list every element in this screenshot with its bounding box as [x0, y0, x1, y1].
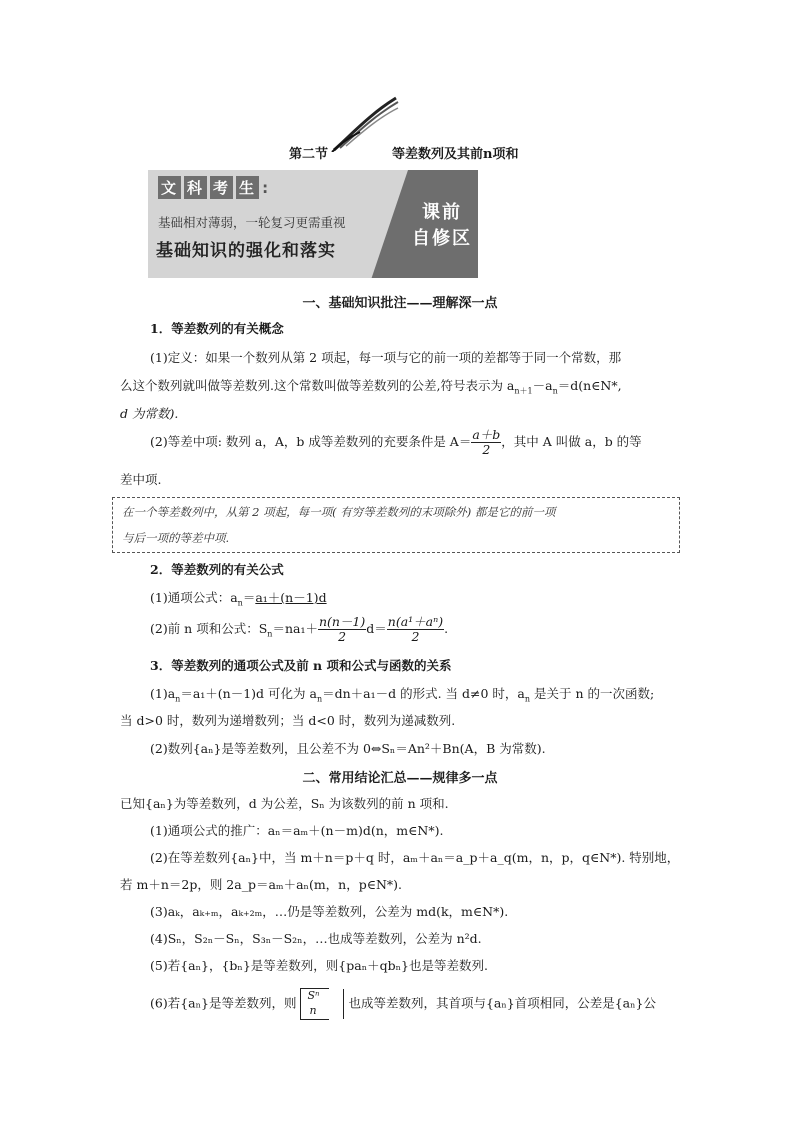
conclusion-line: 若 m＋n＝2p，则 2a_p＝aₘ＋aₙ(m，n，p∈N*). [120, 877, 403, 892]
formula-line: (1)通项公式：$a_n=a_1+(n-1)d$ [150, 590, 327, 608]
banner-tag-colon: : [262, 179, 271, 197]
banner-tag-char: 科 [184, 176, 207, 199]
banner-tag [158, 176, 270, 199]
section-number: 第二节 [289, 147, 329, 162]
annotation-line: 与后一项的等差中项. [122, 531, 230, 545]
formula-text: a₁＋(n－1)d [255, 590, 327, 605]
fraction-denominator: 2 [411, 629, 420, 644]
study-banner [148, 170, 478, 278]
relation-line: $(1)a_n=a_1+(n-1)d$ 可化为 $a_n=dn+a_1-d$ 的形式. 当 d≠0 时，$a_n$ 是关于 n 的一次函数; [150, 686, 655, 704]
annotation-line: 在一个等差数列中，从第 2 项起，每一项( 有穷等差数列的末项除外) 都是它的前一项 [122, 505, 556, 519]
banner-side-label [410, 200, 474, 252]
part1-heading: 一、基础知识批注——理解深一点 [302, 296, 498, 311]
s1-heading: 1．等差数列的有关概念 [150, 321, 284, 336]
formula-text: ＝ [242, 590, 256, 605]
middle-term-text: ，其中 A 叫做 a，b 的等 [501, 434, 642, 449]
definition-line: 么这个数列就叫做等差数列.这个常数叫做等差数列的公差,符号表示为 $a_{n+1}-a_n=d(n\in N*$, [120, 378, 622, 396]
banner-tag-char: 考 [210, 176, 233, 199]
middle-term-line: 差中项. [120, 472, 162, 487]
conclusion-line: (3)aₖ，aₖ₊ₘ，aₖ₊₂ₘ，…仍是等差数列，公差为 md(k，m∈N*). [150, 904, 509, 919]
fraction-numerator: n(a¹＋aⁿ) [387, 614, 444, 629]
bracket-bottom: n [309, 1004, 317, 1017]
fraction-denominator: 2 [482, 442, 491, 457]
page-title [289, 143, 589, 163]
fraction-denominator: 2 [338, 629, 347, 644]
conclusion-line: (1)通项公式的推广：aₙ＝aₘ＋(n－m)d(n，m∈N*). [150, 823, 444, 838]
banner-tag-char: 生 [236, 176, 259, 199]
formula-text: (2)前 n 项和公式：S [150, 621, 268, 636]
relation-text: ＝dn＋a₁－d 的形式. 当 d≠0 时，a [322, 686, 525, 701]
middle-term-text: (2)等差中项: 数列 a，A，b 成等差数列的充要条件是 A＝ [150, 434, 472, 449]
relation-line: 当 d>0 时，数列为递增数列；当 d<0 时，数列为递减数列. [120, 713, 456, 728]
fraction-numerator: a＋b [472, 427, 501, 442]
formula-line: (2)前 n 项和公式：$S_n=na_1+$ $\frac{n(n-1)}{2}$ d＝ $\frac{\text{n(a¹＋aⁿ)}}{2}$ . [150, 614, 449, 644]
sequence-bracket [300, 988, 329, 1020]
definition-text: 么这个数列就叫做等差数列.这个常数叫做等差数列的公差,符号表示为 a [120, 378, 515, 393]
banner-side-line: 自修区 [412, 228, 472, 249]
definition-line: (1)定义：如果一个数列从第 2 项起，每一项与它的前一项的差都等于同一个常数，那 [150, 350, 622, 365]
relation-line: (2)数列{aₙ}是等差数列，且公差不为 0⇔Sₙ＝An²＋Bn(A，B 为常数). [150, 741, 546, 756]
conclusion-line: 已知{aₙ}为等差数列，d 为公差，Sₙ 为该数列的前 n 项和. [120, 796, 449, 811]
fraction [318, 615, 366, 644]
part3-heading: 二、常用结论汇总——规律多一点 [302, 771, 498, 786]
formula-text: d＝ [366, 621, 387, 636]
conclusion-text: (6)若{aₙ}是等差数列，则 [150, 995, 297, 1011]
definition-line: d 为常数). [120, 406, 179, 421]
fraction [387, 615, 444, 644]
conclusion-text: 也成等差数列，其首项与{aₙ}首项相同，公差是{aₙ}公 [348, 995, 656, 1011]
conclusion-line: (5)若{aₙ}，{bₙ}是等差数列，则{paₙ＋qbₙ}也是等差数列. [150, 958, 488, 973]
banner-main-text: 基础知识的强化和落实 [156, 241, 336, 261]
banner-tag-char: 文 [158, 176, 181, 199]
conclusion-line [150, 988, 656, 1020]
relation-text: (1)a [150, 686, 176, 701]
formula-text: (1)通项公式：a [150, 590, 238, 605]
relation-text: 是关于 n 的一次函数; [534, 686, 655, 701]
conclusion-line: (4)Sₙ，S₂ₙ－Sₙ，S₃ₙ－S₂ₙ，…也成等差数列，公差为 n²d. [150, 931, 482, 946]
fraction [471, 428, 501, 457]
banner-side-line: 课前 [422, 202, 462, 223]
banner-subtitle: 基础相对薄弱，一轮复习更需重视 [158, 215, 346, 230]
fraction-numerator: n(n－1) [318, 614, 366, 629]
s3-heading: 3．等差数列的通项公式及前 n 项和公式与函数的关系 [150, 658, 452, 673]
formula-text: ＝na₁＋ [272, 621, 318, 636]
definition-text: (n∈N*, [578, 378, 622, 393]
conclusion-line: (2)在等差数列{aₙ}中，当 m＋n＝p＋q 时，aₘ＋aₙ＝a_p＋a_q(m，n，p，q∈N*). 特别地， [150, 850, 680, 865]
bracket-top: Sⁿ [307, 989, 320, 1002]
section-title: 等差数列及其前n项和 [392, 147, 519, 162]
middle-term-line [150, 428, 642, 457]
s2-heading: 2．等差数列的有关公式 [150, 562, 284, 577]
relation-text: ＝a₁＋(n－1)d 可化为 a [180, 686, 317, 701]
